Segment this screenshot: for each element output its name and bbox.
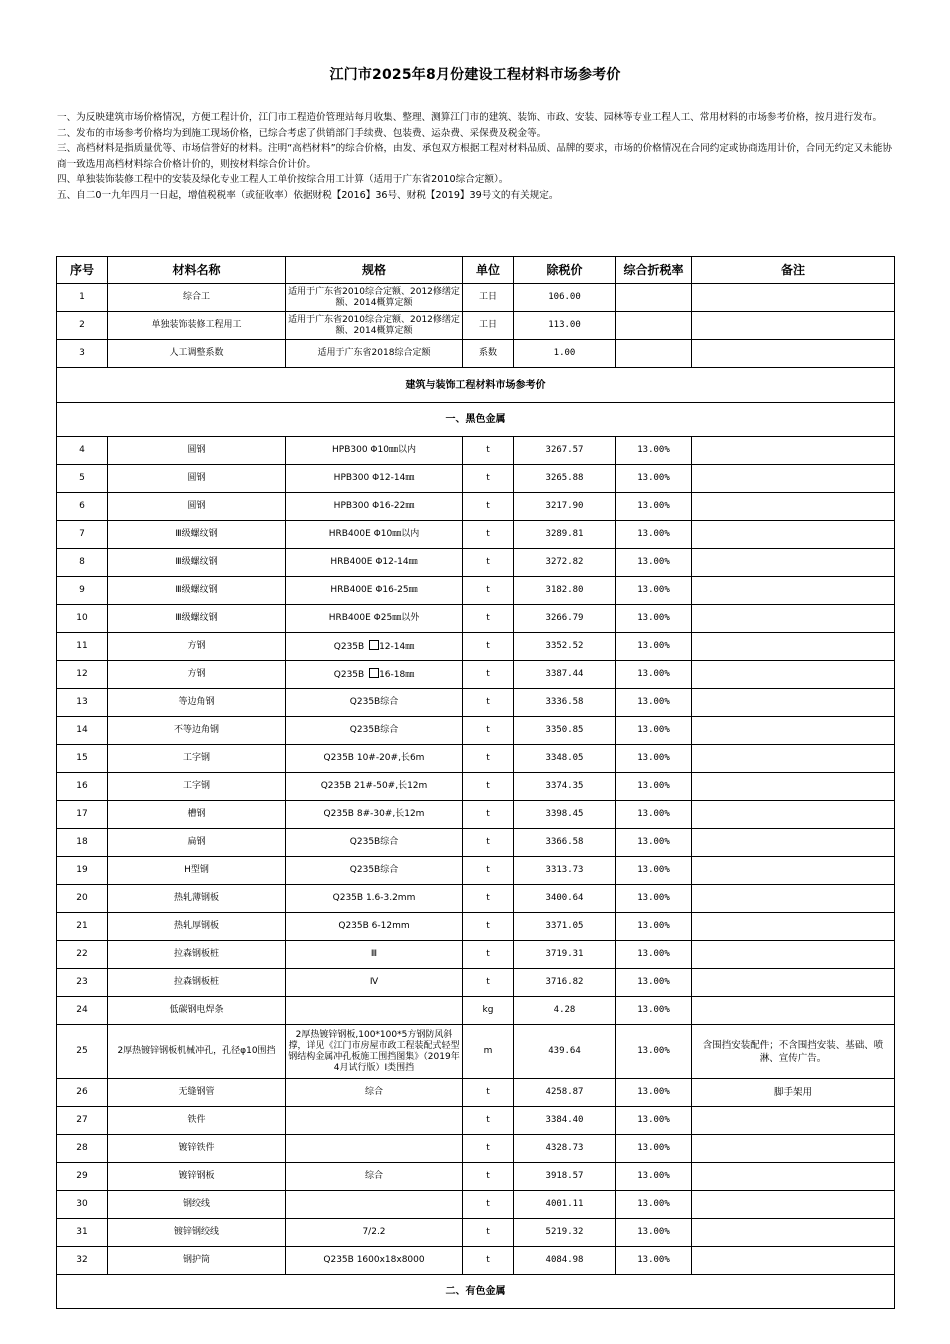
price-table bbox=[56, 256, 895, 1309]
cell-rate: 13.00% bbox=[616, 1135, 692, 1163]
cell-name: 槽钢 bbox=[108, 801, 286, 829]
cell-note: 脚手架用 bbox=[692, 1079, 895, 1107]
table-row bbox=[57, 312, 895, 340]
cell-name: 无缝钢管 bbox=[108, 1079, 286, 1107]
cell-unit: t bbox=[463, 465, 514, 493]
cell-name: 单独装饰装修工程用工 bbox=[108, 312, 286, 340]
cell-price: 3400.64 bbox=[514, 885, 616, 913]
cell-rate: 13.00% bbox=[616, 773, 692, 801]
intro-notes bbox=[57, 110, 895, 204]
section-row bbox=[57, 1275, 895, 1309]
cell-unit: t bbox=[463, 493, 514, 521]
cell-name: 圆钢 bbox=[108, 465, 286, 493]
cell-note bbox=[692, 969, 895, 997]
cell-name: 2厚热镀锌钢板机械冲孔，孔径φ10围挡 bbox=[108, 1025, 286, 1079]
cell-no: 21 bbox=[57, 913, 108, 941]
table-row bbox=[57, 1107, 895, 1135]
cell-spec bbox=[286, 1191, 463, 1219]
table-row bbox=[57, 1191, 895, 1219]
cell-spec: Q235B 6-12mm bbox=[286, 913, 463, 941]
cell-spec: Q235B 8#-30#,长12m bbox=[286, 801, 463, 829]
cell-unit: t bbox=[463, 913, 514, 941]
cell-spec: HPB300 Φ10㎜以内 bbox=[286, 437, 463, 465]
cell-rate: 13.00% bbox=[616, 1191, 692, 1219]
table-row bbox=[57, 773, 895, 801]
cell-spec: Q235B 21#-50#,长12m bbox=[286, 773, 463, 801]
cell-note bbox=[692, 1191, 895, 1219]
cell-price: 3266.79 bbox=[514, 605, 616, 633]
table-row bbox=[57, 857, 895, 885]
cell-note bbox=[692, 437, 895, 465]
cell-rate: 13.00% bbox=[616, 493, 692, 521]
intro-note-5: 五、自二0一九年四月一日起，增值税税率（或征收率）依据财税【2016】36号、财税【2019】39号文的有关规定。 bbox=[57, 189, 559, 201]
cell-no: 5 bbox=[57, 465, 108, 493]
page-title: 江门市2025年8月份建设工程材料市场参考价 bbox=[329, 67, 621, 83]
cell-price: 3384.40 bbox=[514, 1107, 616, 1135]
cell-price: 4258.87 bbox=[514, 1079, 616, 1107]
cell-unit: t bbox=[463, 745, 514, 773]
intro-note-2: 二、发布的市场参考价格均为到施工现场价格，已综合考虑了供销部门手续费、包装费、运杂费、采保费及税金等。 bbox=[57, 127, 547, 139]
cell-price: 3716.82 bbox=[514, 969, 616, 997]
cell-note bbox=[692, 493, 895, 521]
cell-rate bbox=[616, 312, 692, 340]
cell-note bbox=[692, 689, 895, 717]
cell-no: 17 bbox=[57, 801, 108, 829]
cell-name: 方钢 bbox=[108, 633, 286, 661]
cell-name: 方钢 bbox=[108, 661, 286, 689]
section-title-main: 建筑与装饰工程材料市场参考价 bbox=[57, 368, 895, 403]
cell-unit: t bbox=[463, 689, 514, 717]
cell-unit: t bbox=[463, 521, 514, 549]
cell-price: 106.00 bbox=[514, 284, 616, 312]
table-row bbox=[57, 1163, 895, 1191]
cell-spec: 2厚热镀锌钢板,100*100*5方钢防风斜撑，详见《江门市房屋市政工程装配式轻型钢结构金属冲孔板施工围挡图集》（2019年4月试行版）Ⅰ类围挡 bbox=[286, 1025, 463, 1079]
cell-no: 15 bbox=[57, 745, 108, 773]
cell-spec bbox=[286, 997, 463, 1025]
cell-note bbox=[692, 605, 895, 633]
table-row bbox=[57, 661, 895, 689]
spec-grade: Q235B bbox=[333, 642, 365, 652]
cell-price: 3366.58 bbox=[514, 829, 616, 857]
cell-name: 低碳钢电焊条 bbox=[108, 997, 286, 1025]
cell-note bbox=[692, 661, 895, 689]
cell-no: 9 bbox=[57, 577, 108, 605]
cell-unit: t bbox=[463, 1247, 514, 1275]
cell-price: 3348.05 bbox=[514, 745, 616, 773]
cell-no: 31 bbox=[57, 1219, 108, 1247]
section-title-ferrous: 一、黑色金属 bbox=[57, 403, 895, 437]
cell-note bbox=[692, 1135, 895, 1163]
cell-no: 25 bbox=[57, 1025, 108, 1079]
cell-unit: t bbox=[463, 633, 514, 661]
cell-unit: t bbox=[463, 661, 514, 689]
cell-note bbox=[692, 633, 895, 661]
cell-note bbox=[692, 801, 895, 829]
cell-unit: t bbox=[463, 1107, 514, 1135]
square-section-icon bbox=[369, 640, 379, 650]
cell-rate: 13.00% bbox=[616, 857, 692, 885]
header-spec: 规格 bbox=[286, 257, 463, 284]
cell-name: 热轧厚钢板 bbox=[108, 913, 286, 941]
table-row bbox=[57, 340, 895, 368]
cell-note bbox=[692, 1163, 895, 1191]
cell-name: 扁钢 bbox=[108, 829, 286, 857]
cell-rate: 13.00% bbox=[616, 633, 692, 661]
cell-no: 13 bbox=[57, 689, 108, 717]
cell-rate: 13.00% bbox=[616, 1025, 692, 1079]
cell-name: 热轧薄钢板 bbox=[108, 885, 286, 913]
cell-rate: 13.00% bbox=[616, 549, 692, 577]
cell-price: 3267.57 bbox=[514, 437, 616, 465]
cell-spec: HRB400E Φ16-25㎜ bbox=[286, 577, 463, 605]
cell-price: 1.00 bbox=[514, 340, 616, 368]
cell-price: 4084.98 bbox=[514, 1247, 616, 1275]
cell-no: 12 bbox=[57, 661, 108, 689]
table-row bbox=[57, 885, 895, 913]
cell-rate bbox=[616, 284, 692, 312]
cell-no: 3 bbox=[57, 340, 108, 368]
cell-name: 拉森钢板桩 bbox=[108, 969, 286, 997]
header-note: 备注 bbox=[692, 257, 895, 284]
cell-spec: 适用于广东省2018综合定额 bbox=[286, 340, 463, 368]
table-row bbox=[57, 1219, 895, 1247]
cell-unit: t bbox=[463, 1163, 514, 1191]
cell-rate: 13.00% bbox=[616, 801, 692, 829]
table-row bbox=[57, 465, 895, 493]
intro-note-1: 一、为反映建筑市场价格情况，方便工程计价，江门市工程造价管理站每月收集、整理、测算江门市的建筑、装饰、市政、安装、园林等专业工程人工、常用材料的市场参考价格，按月进行发布。 bbox=[57, 112, 883, 123]
cell-no: 2 bbox=[57, 312, 108, 340]
cell-unit: 工日 bbox=[463, 312, 514, 340]
cell-spec: HRB400E Φ10㎜以内 bbox=[286, 521, 463, 549]
cell-no: 4 bbox=[57, 437, 108, 465]
header-no: 序号 bbox=[57, 257, 108, 284]
cell-unit: t bbox=[463, 717, 514, 745]
cell-price: 3289.81 bbox=[514, 521, 616, 549]
cell-spec: Q235B 1.6-3.2mm bbox=[286, 885, 463, 913]
cell-spec: 适用于广东省2010综合定额、2012修缮定额、2014概算定额 bbox=[286, 284, 463, 312]
table-row bbox=[57, 829, 895, 857]
cell-spec: HPB300 Φ12-14㎜ bbox=[286, 465, 463, 493]
cell-spec: Q235B综合 bbox=[286, 689, 463, 717]
cell-spec: 7/2.2 bbox=[286, 1219, 463, 1247]
cell-spec: 适用于广东省2010综合定额、2012修缮定额、2014概算定额 bbox=[286, 312, 463, 340]
cell-rate: 13.00% bbox=[616, 913, 692, 941]
cell-name: 镀锌钢板 bbox=[108, 1163, 286, 1191]
cell-price: 113.00 bbox=[514, 312, 616, 340]
table-row bbox=[57, 913, 895, 941]
table-row bbox=[57, 1247, 895, 1275]
cell-rate: 13.00% bbox=[616, 885, 692, 913]
cell-unit: t bbox=[463, 577, 514, 605]
cell-note: 含围挡安装配件；不含围挡安装、基础、喷淋、宣传广告。 bbox=[692, 1025, 895, 1079]
cell-no: 6 bbox=[57, 493, 108, 521]
cell-price: 3313.73 bbox=[514, 857, 616, 885]
cell-note bbox=[692, 941, 895, 969]
cell-no: 26 bbox=[57, 1079, 108, 1107]
cell-note bbox=[692, 521, 895, 549]
cell-spec: Q235B综合 bbox=[286, 829, 463, 857]
cell-name: 等边角钢 bbox=[108, 689, 286, 717]
cell-spec: HRB400E Φ25㎜以外 bbox=[286, 605, 463, 633]
cell-no: 11 bbox=[57, 633, 108, 661]
cell-no: 8 bbox=[57, 549, 108, 577]
table-row bbox=[57, 689, 895, 717]
cell-note bbox=[692, 913, 895, 941]
cell-spec: 综合 bbox=[286, 1163, 463, 1191]
cell-name: 综合工 bbox=[108, 284, 286, 312]
intro-note-3: 三、高档材料是指质量优等、市场信誉好的材料。注明“高档材料”的综合价格，由发、承包双方根据工程对材料品质、品牌的要求，市场的价格情况在合同约定或协商选用计价，合同无约定又未能协商一致选用高档材料综合价格计价的，则按材料综合价计价。 bbox=[57, 143, 893, 170]
cell-unit: t bbox=[463, 1191, 514, 1219]
cell-name: 拉森钢板桩 bbox=[108, 941, 286, 969]
cell-rate: 13.00% bbox=[616, 465, 692, 493]
cell-note bbox=[692, 773, 895, 801]
table-row bbox=[57, 1135, 895, 1163]
cell-no: 10 bbox=[57, 605, 108, 633]
cell-unit: t bbox=[463, 969, 514, 997]
cell-price: 3719.31 bbox=[514, 941, 616, 969]
cell-price: 3918.57 bbox=[514, 1163, 616, 1191]
cell-price: 4.28 bbox=[514, 997, 616, 1025]
cell-note bbox=[692, 549, 895, 577]
cell-spec: Q235B综合 bbox=[286, 717, 463, 745]
cell-rate: 13.00% bbox=[616, 829, 692, 857]
cell-spec: Ⅲ bbox=[286, 941, 463, 969]
cell-note bbox=[692, 885, 895, 913]
table-row bbox=[57, 549, 895, 577]
cell-name: H型钢 bbox=[108, 857, 286, 885]
square-section-icon bbox=[369, 668, 379, 678]
cell-price: 3387.44 bbox=[514, 661, 616, 689]
cell-no: 23 bbox=[57, 969, 108, 997]
cell-rate: 13.00% bbox=[616, 1079, 692, 1107]
cell-name: 工字钢 bbox=[108, 745, 286, 773]
cell-name: 圆钢 bbox=[108, 493, 286, 521]
cell-note bbox=[692, 829, 895, 857]
cell-name: Ⅲ级螺纹钢 bbox=[108, 549, 286, 577]
cell-no: 27 bbox=[57, 1107, 108, 1135]
table-row bbox=[57, 969, 895, 997]
header-rate: 综合折税率 bbox=[616, 257, 692, 284]
cell-unit: t bbox=[463, 829, 514, 857]
section-row bbox=[57, 368, 895, 403]
cell-spec: Q235B 10#-20#,长6m bbox=[286, 745, 463, 773]
cell-name: 镀锌铁件 bbox=[108, 1135, 286, 1163]
cell-unit: t bbox=[463, 549, 514, 577]
cell-spec bbox=[286, 633, 463, 661]
cell-name: 镀锌钢绞线 bbox=[108, 1219, 286, 1247]
cell-unit: t bbox=[463, 605, 514, 633]
cell-spec: Ⅳ bbox=[286, 969, 463, 997]
table-row bbox=[57, 284, 895, 312]
cell-name: Ⅲ级螺纹钢 bbox=[108, 577, 286, 605]
cell-price: 3350.85 bbox=[514, 717, 616, 745]
cell-no: 24 bbox=[57, 997, 108, 1025]
cell-note bbox=[692, 745, 895, 773]
cell-unit: 工日 bbox=[463, 284, 514, 312]
table-row bbox=[57, 577, 895, 605]
table-row bbox=[57, 1079, 895, 1107]
cell-note bbox=[692, 340, 895, 368]
cell-price: 3217.90 bbox=[514, 493, 616, 521]
cell-no: 28 bbox=[57, 1135, 108, 1163]
cell-price: 3352.52 bbox=[514, 633, 616, 661]
cell-no: 29 bbox=[57, 1163, 108, 1191]
cell-rate: 13.00% bbox=[616, 1219, 692, 1247]
cell-spec: HRB400E Φ12-14㎜ bbox=[286, 549, 463, 577]
cell-unit: t bbox=[463, 437, 514, 465]
cell-spec: HPB300 Φ16-22㎜ bbox=[286, 493, 463, 521]
cell-rate: 13.00% bbox=[616, 1247, 692, 1275]
cell-spec: Q235B 1600x18x8000 bbox=[286, 1247, 463, 1275]
cell-unit: t bbox=[463, 941, 514, 969]
cell-price: 3374.35 bbox=[514, 773, 616, 801]
cell-unit: t bbox=[463, 773, 514, 801]
cell-price: 3272.82 bbox=[514, 549, 616, 577]
cell-rate: 13.00% bbox=[616, 521, 692, 549]
cell-no: 7 bbox=[57, 521, 108, 549]
table-header-row bbox=[57, 257, 895, 284]
cell-spec: Q235B综合 bbox=[286, 857, 463, 885]
header-unit: 单位 bbox=[463, 257, 514, 284]
header-name: 材料名称 bbox=[108, 257, 286, 284]
table-row bbox=[57, 633, 895, 661]
cell-spec bbox=[286, 1107, 463, 1135]
cell-name: 工字钢 bbox=[108, 773, 286, 801]
cell-spec bbox=[286, 1135, 463, 1163]
intro-note-4: 四、单独装饰装修工程中的安装及绿化专业工程人工单价按综合用工计算（适用于广东省2010综合定额）。 bbox=[57, 174, 509, 186]
cell-price: 3265.88 bbox=[514, 465, 616, 493]
cell-price: 3336.58 bbox=[514, 689, 616, 717]
cell-price: 3371.05 bbox=[514, 913, 616, 941]
spec-size: 12-14㎜ bbox=[379, 642, 415, 652]
cell-no: 18 bbox=[57, 829, 108, 857]
cell-rate: 13.00% bbox=[616, 605, 692, 633]
table-row bbox=[57, 941, 895, 969]
cell-unit: t bbox=[463, 857, 514, 885]
cell-rate: 13.00% bbox=[616, 969, 692, 997]
cell-name: Ⅲ级螺纹钢 bbox=[108, 605, 286, 633]
cell-price: 3398.45 bbox=[514, 801, 616, 829]
cell-name: 铁件 bbox=[108, 1107, 286, 1135]
cell-price: 4001.11 bbox=[514, 1191, 616, 1219]
cell-note bbox=[692, 857, 895, 885]
spec-size: 16-18㎜ bbox=[379, 670, 415, 680]
cell-name: 钢绞线 bbox=[108, 1191, 286, 1219]
table-row bbox=[57, 1025, 895, 1079]
section-title-nonferrous: 二、有色金属 bbox=[57, 1275, 895, 1309]
cell-rate: 13.00% bbox=[616, 745, 692, 773]
cell-note bbox=[692, 465, 895, 493]
cell-no: 22 bbox=[57, 941, 108, 969]
cell-unit: t bbox=[463, 1135, 514, 1163]
cell-unit: t bbox=[463, 801, 514, 829]
cell-name: 钢护筒 bbox=[108, 1247, 286, 1275]
cell-no: 14 bbox=[57, 717, 108, 745]
cell-price: 4328.73 bbox=[514, 1135, 616, 1163]
cell-note bbox=[692, 284, 895, 312]
table-row bbox=[57, 745, 895, 773]
cell-name: Ⅲ级螺纹钢 bbox=[108, 521, 286, 549]
spec-grade: Q235B bbox=[333, 670, 365, 680]
table-row bbox=[57, 801, 895, 829]
cell-price: 3182.80 bbox=[514, 577, 616, 605]
table-row bbox=[57, 605, 895, 633]
cell-rate: 13.00% bbox=[616, 997, 692, 1025]
cell-no: 32 bbox=[57, 1247, 108, 1275]
table-row bbox=[57, 493, 895, 521]
cell-no: 30 bbox=[57, 1191, 108, 1219]
cell-name: 不等边角钢 bbox=[108, 717, 286, 745]
cell-rate: 13.00% bbox=[616, 577, 692, 605]
cell-rate: 13.00% bbox=[616, 689, 692, 717]
cell-unit: t bbox=[463, 1079, 514, 1107]
cell-name: 人工调整系数 bbox=[108, 340, 286, 368]
cell-no: 16 bbox=[57, 773, 108, 801]
cell-rate: 13.00% bbox=[616, 1107, 692, 1135]
cell-unit: kg bbox=[463, 997, 514, 1025]
cell-spec bbox=[286, 661, 463, 689]
cell-rate: 13.00% bbox=[616, 717, 692, 745]
table-row bbox=[57, 437, 895, 465]
cell-no: 1 bbox=[57, 284, 108, 312]
cell-rate: 13.00% bbox=[616, 1163, 692, 1191]
table-row bbox=[57, 717, 895, 745]
cell-rate bbox=[616, 340, 692, 368]
table-row bbox=[57, 521, 895, 549]
cell-note bbox=[692, 312, 895, 340]
cell-rate: 13.00% bbox=[616, 437, 692, 465]
cell-unit: 系数 bbox=[463, 340, 514, 368]
cell-note bbox=[692, 1219, 895, 1247]
cell-rate: 13.00% bbox=[616, 941, 692, 969]
cell-note bbox=[692, 577, 895, 605]
header-price: 除税价 bbox=[514, 257, 616, 284]
cell-unit: t bbox=[463, 885, 514, 913]
table-row bbox=[57, 997, 895, 1025]
cell-no: 20 bbox=[57, 885, 108, 913]
cell-unit: t bbox=[463, 1219, 514, 1247]
cell-note bbox=[692, 1247, 895, 1275]
cell-unit: m bbox=[463, 1025, 514, 1079]
cell-price: 439.64 bbox=[514, 1025, 616, 1079]
cell-note bbox=[692, 997, 895, 1025]
cell-no: 19 bbox=[57, 857, 108, 885]
cell-rate: 13.00% bbox=[616, 661, 692, 689]
cell-note bbox=[692, 717, 895, 745]
cell-spec: 综合 bbox=[286, 1079, 463, 1107]
cell-price: 5219.32 bbox=[514, 1219, 616, 1247]
cell-note bbox=[692, 1107, 895, 1135]
section-row bbox=[57, 403, 895, 437]
cell-name: 圆钢 bbox=[108, 437, 286, 465]
